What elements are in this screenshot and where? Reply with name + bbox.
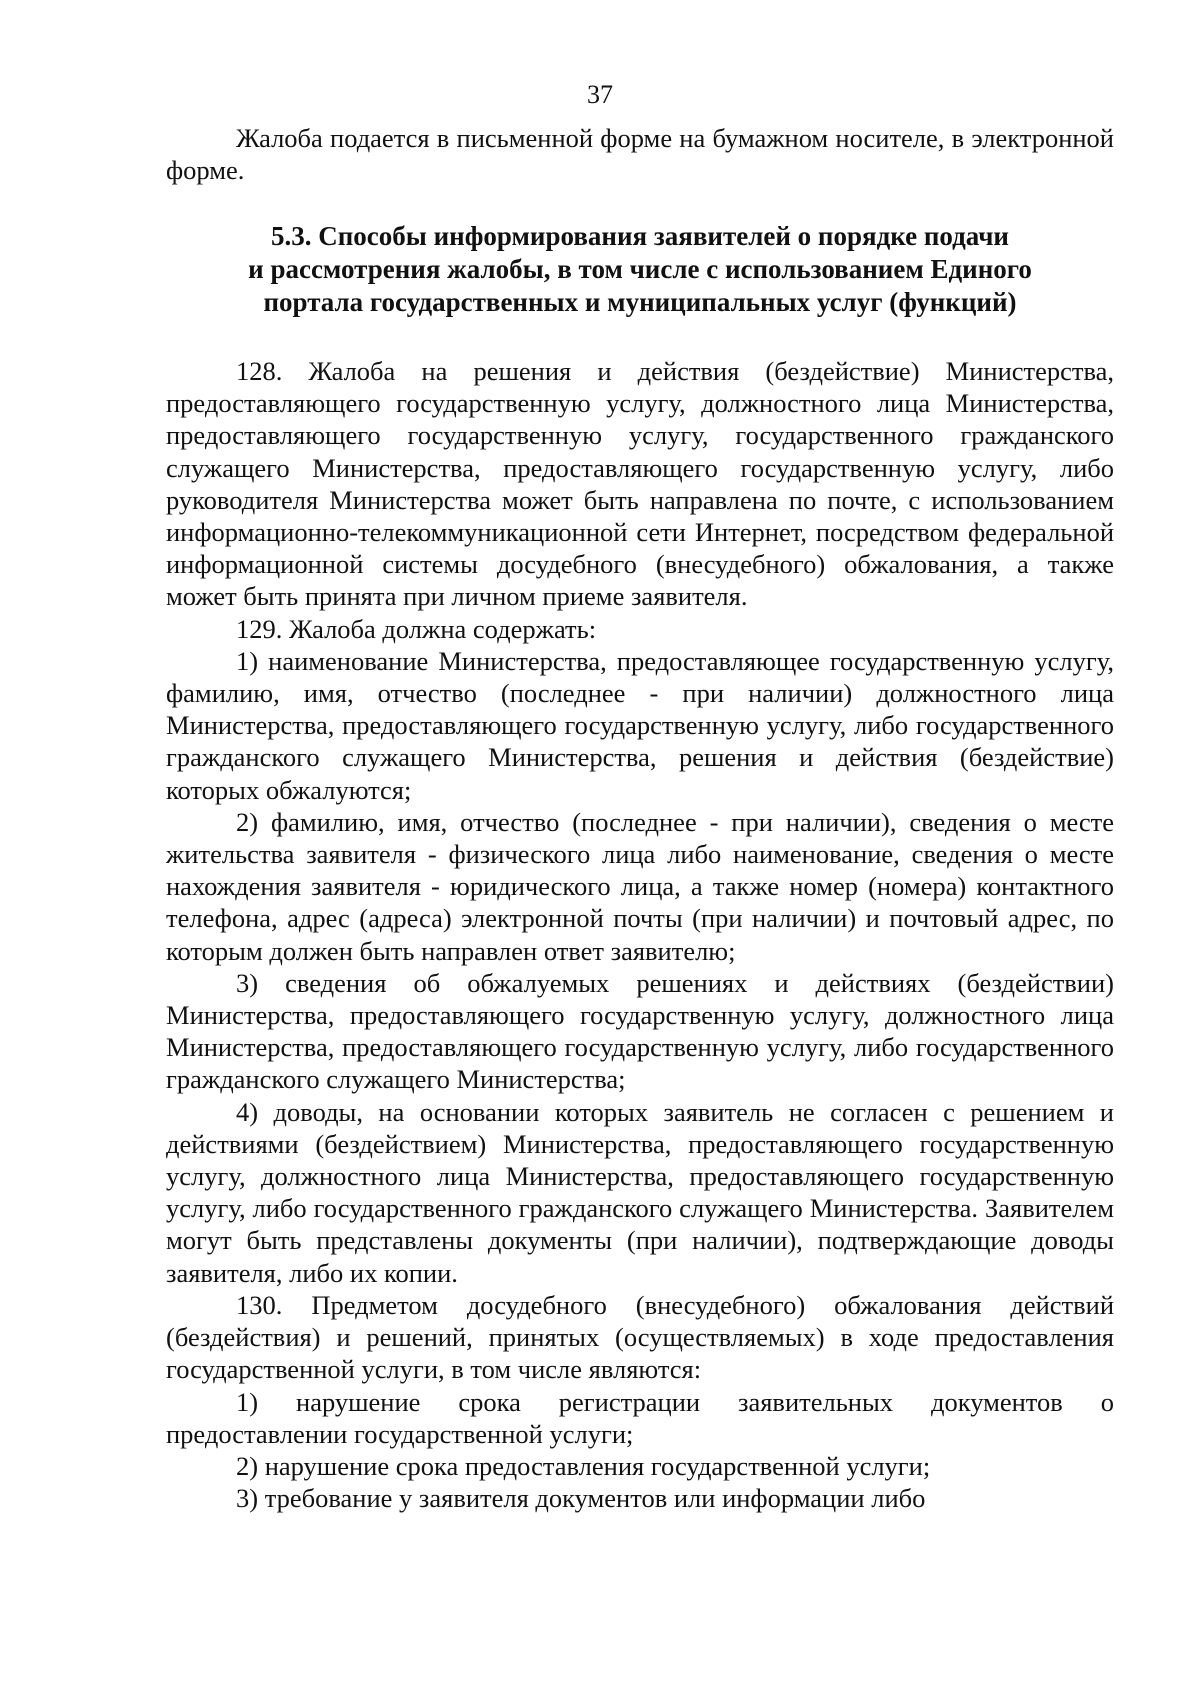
section-body bbox=[166, 355, 1114, 1514]
list-item-129-1: 1) наименование Министерства, предоставляющее государственную услугу, фамилию, имя, отчество (последнее - при наличии) должностного лица Министерства, предоставляющего государственную услугу, либо государственного гражданского служащего Министерства, решения и действия (бездействие) которых обжалуются; bbox=[166, 645, 1114, 805]
list-item-130-1: 1) нарушение срока регистрации заявительных документов о предоставлении государственной услуги; bbox=[166, 1386, 1114, 1449]
list-item-129-4: 4) доводы, на основании которых заявитель не согласен с решением и действиями (бездействием) Министерства, предоставляющего государственную услугу, должностного лица Министерства, предоставляющего государственную услугу, либо государственного гражданского служащего Министерства. Заявителем могут быть представлены документы (при наличии), подтверждающие доводы заявителя, либо их копии. bbox=[166, 1096, 1114, 1288]
paragraph-128: 128. Жалоба на решения и действия (бездействие) Министерства, предоставляющего государственную услугу, должностного лица Министерства, предоставляющего государственную услугу, государственного гражданского служащего Министерства, предоставляющего государственную услугу, либо руководителя Министерства может быть направлена по почте, с использованием информационно-телекоммуникационной сети Интернет, посредством федеральной информационной системы досудебного (внесудебного) обжалования, а также может быть принята при личном приеме заявителя. bbox=[166, 356, 1114, 612]
section-heading-line-3: портала государственных и муниципальных услуг (функций) bbox=[263, 287, 1017, 317]
list-item-129-3: 3) сведения об обжалуемых решениях и действиях (бездействии) Министерства, предоставляющего государственную услугу, должностного лица Министерства, предоставляющего государственную услугу, либо государственного гражданского служащего Министерства; bbox=[166, 967, 1114, 1095]
list-item-130-2: 2) нарушение срока предоставления государственной услуги; bbox=[236, 1450, 931, 1481]
paragraph-130: 130. Предметом досудебного (внесудебного) обжалования действий (бездействия) и решений, принятых (осуществляемых) в ходе предоставления государственной услуги, в том числе являются: bbox=[166, 1289, 1114, 1385]
section-heading bbox=[166, 220, 1114, 319]
section-heading-line-2: и рассмотрения жалобы, в том числе с использованием Единого bbox=[248, 254, 1032, 284]
paragraph-129: 129. Жалоба должна содержать: bbox=[236, 613, 597, 644]
page-number: 37 bbox=[587, 80, 613, 109]
intro-paragraph: Жалоба подается в письменной форме на бумажном носителе, в электронной форме. bbox=[166, 123, 1114, 185]
list-item-130-3: 3) требование у заявителя документов или информации либо bbox=[236, 1483, 926, 1514]
list-item-129-2: 2) фамилию, имя, отчество (последнее - при наличии), сведения о месте жительства заявителя - физического лица либо наименование, сведения о месте нахождения заявителя - юридического лица, а также номер (номера) контактного телефона, адрес (адреса) электронной почты (при наличии) и почтовый адрес, по которым должен быть направлен ответ заявителю; bbox=[166, 806, 1114, 966]
section-heading-line-1: 5.3. Способы информирования заявителей о порядке подачи bbox=[271, 221, 1009, 251]
intro-block bbox=[166, 122, 1114, 186]
